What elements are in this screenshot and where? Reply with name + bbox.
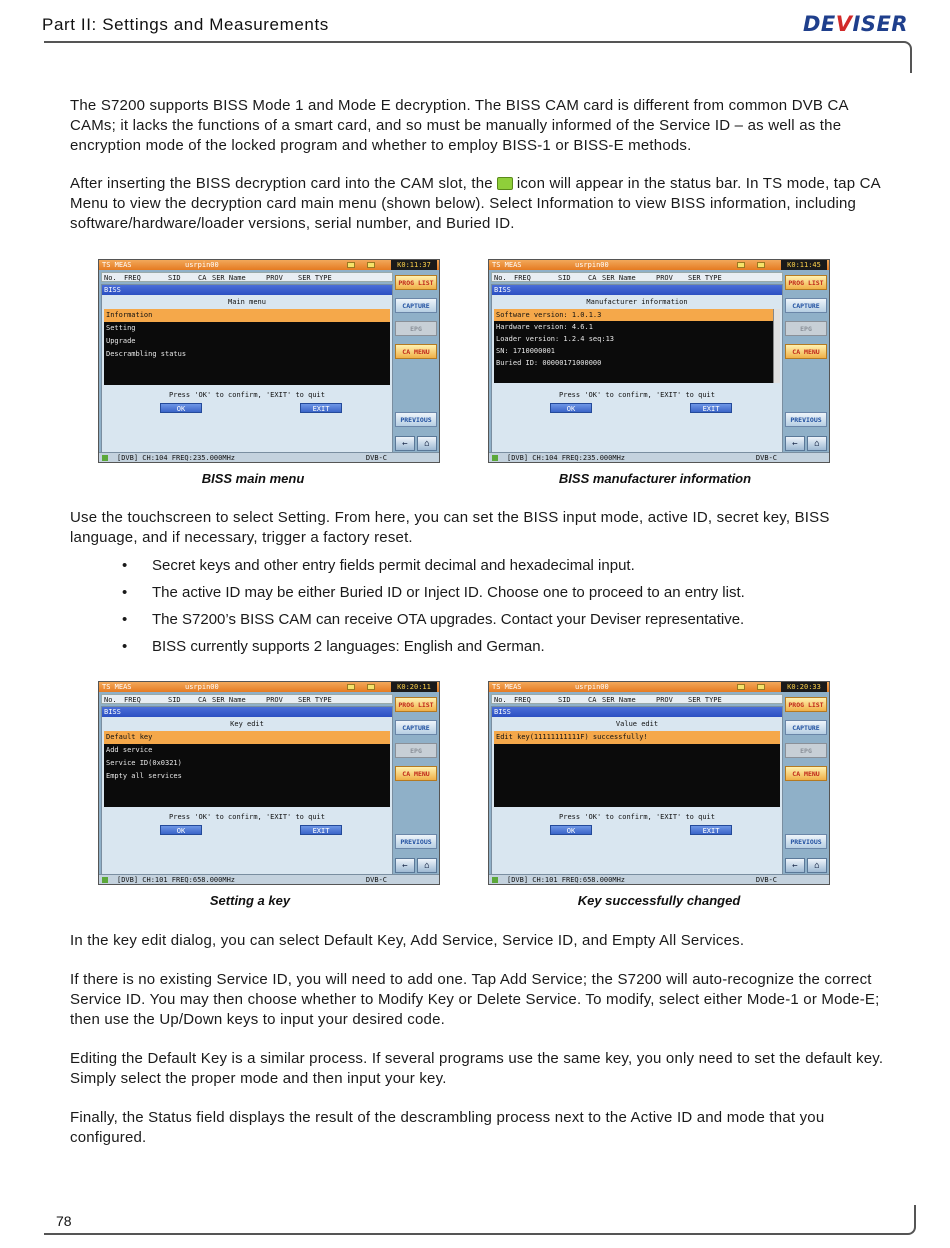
epg-button[interactable]: EPG [395, 321, 437, 336]
column-header: No. FREQ SID CA SER Name PROV SER TYPE [491, 694, 783, 704]
paragraph-default-key: Editing the Default Key is a similar process. If several programs use the same key, you only need to set the default key. Simply select the proper mode and then input your key. [70, 1050, 884, 1087]
ca-menu-button[interactable]: CA MENU [785, 344, 827, 359]
screen-status-bar: [DVB] CH:101 FREQ:658.000MHz DVB-C [489, 874, 829, 884]
epg-button[interactable]: EPG [785, 321, 827, 336]
list-item[interactable]: Hardware version: 4.6.1 [496, 323, 593, 331]
result-list [494, 731, 780, 807]
screen-status-bar: [DVB] CH:101 FREQ:658.000MHz DVB-C [99, 874, 439, 884]
cam-card-icon [757, 262, 765, 268]
capture-button[interactable]: CAPTURE [395, 298, 437, 313]
menu-item[interactable]: Information [104, 309, 390, 322]
biss-dialog: BISS Manufacturer information Software version: 1.0.1.3 Hardware version: 4.6.1 Loader version: 1.2.4 seq:13 SN: 1710000001 Buried ID: 00000171000000 Press 'OK' to confirm, 'EXIT' to quit OK EXIT [491, 284, 783, 454]
screen-top-bar: TS MEAS usrpin00 K0:20:11 [99, 682, 439, 692]
deviser-logo: DEVISER [802, 12, 908, 36]
ok-button[interactable]: OK [160, 403, 202, 413]
back-arrow-icon[interactable]: ← [785, 436, 805, 451]
epg-button[interactable]: EPG [395, 743, 437, 758]
caption-key-success: Key successfully changed [577, 893, 741, 908]
list-item[interactable]: Software version: 1.0.1.3 [494, 309, 780, 321]
screen-status-bar: [DVB] CH:104 FREQ:235.000MHz DVB-C [489, 452, 829, 462]
section-title: Part II: Settings and Measurements [42, 15, 329, 34]
ok-button[interactable]: OK [160, 825, 202, 835]
biss-dialog: BISS Main menu Information Setting Upgrade Descrambling status Press 'OK' to confirm, 'EXIT' to quit OK EXIT [101, 284, 393, 454]
list-item: • The active ID may be either Buried ID or Inject ID. Choose one to proceed to an entry list. [120, 583, 890, 610]
epg-button[interactable]: EPG [785, 743, 827, 758]
cam-card-icon [497, 177, 513, 190]
capture-button[interactable]: CAPTURE [785, 720, 827, 735]
paragraph-setting: Use the touchscreen to select Setting. From here, you can set the BISS input mode, active ID, secret key, BISS language, and if necessary, trigger a factory reset. [70, 509, 830, 546]
column-header: No. FREQ SID CA SER Name PROV SER TYPE [101, 272, 393, 282]
status-icon [737, 684, 745, 690]
list-item: • BISS currently supports 2 languages: English and German. [120, 637, 890, 664]
screen-top-bar: TS MEAS usrpin00 K0:11:45 [489, 260, 829, 270]
biss-dialog: BISS Value edit Edit key(11111111111F) successfully! Press 'OK' to confirm, 'EXIT' to quit OK EXIT [491, 706, 783, 876]
caption-biss-manufacturer-info: BISS manufacturer information [558, 471, 752, 486]
paragraph-status: Finally, the Status field displays the result of the descrambling process next to the Active ID and mode that you configured. [70, 1109, 825, 1146]
back-arrow-icon[interactable]: ← [395, 858, 415, 873]
prog-list-button[interactable]: PROG LIST [785, 275, 827, 290]
menu-item[interactable]: Descrambling status [106, 350, 187, 358]
capture-button[interactable]: CAPTURE [395, 720, 437, 735]
screenshot-biss-manufacturer-info [488, 259, 830, 463]
prog-list-button[interactable]: PROG LIST [785, 697, 827, 712]
info-list [494, 309, 780, 383]
list-item[interactable]: Edit key(11111111111F) successfully! [494, 731, 780, 744]
lock-icon [492, 877, 498, 883]
status-icon [347, 262, 355, 268]
menu-item[interactable]: Add service [106, 746, 153, 754]
list-item[interactable]: SN: 1710000001 [496, 347, 556, 355]
list-item[interactable]: Buried ID: 00000171000000 [496, 359, 602, 367]
paragraph-cam-slot: After inserting the BISS decryption card into the CAM slot, the icon will appear in the status bar. In TS mode, tap CA Menu to view the decryption card main menu (shown below). Select Information to view BISS information, including software/hardware/loader versions, serial number, and Buried ID. [70, 175, 881, 232]
home-icon[interactable]: ⌂ [417, 436, 437, 451]
paragraph-add-service: If there is no existing Service ID, you will need to add one. Tap Add Service; the S7200 will auto-recognize the correct Service ID. You may then choose whether to Modify Key or Delete Service. To modify, select either Mode-1 or Mode-E; then use the Up/Down keys to input your desired code. [70, 971, 880, 1028]
previous-button[interactable]: PREVIOUS [785, 834, 827, 849]
column-header: No. FREQ SID CA SER Name PROV SER TYPE [491, 272, 783, 282]
screen-top-bar: TS MEAS usrpin00 K0:11:37 [99, 260, 439, 270]
home-icon[interactable]: ⌂ [807, 436, 827, 451]
prog-list-button[interactable]: PROG LIST [395, 697, 437, 712]
screenshot-biss-main-menu [98, 259, 440, 463]
menu-list [104, 731, 390, 807]
caption-setting-a-key: Setting a key [209, 893, 291, 908]
ca-menu-button[interactable]: CA MENU [785, 766, 827, 781]
menu-item[interactable]: Empty all services [106, 772, 182, 780]
ok-button[interactable]: OK [550, 825, 592, 835]
biss-dialog: BISS Key edit Default key Add service Service ID(0x0321) Empty all services Press 'OK' to confirm, 'EXIT' to quit OK EXIT [101, 706, 393, 876]
screenshot-key-edit [98, 681, 440, 885]
home-icon[interactable]: ⌂ [807, 858, 827, 873]
menu-item[interactable]: Service ID(0x0321) [106, 759, 182, 767]
cam-card-icon [367, 262, 375, 268]
settings-bullet-list [120, 556, 890, 664]
exit-button[interactable]: EXIT [300, 825, 342, 835]
menu-item[interactable]: Upgrade [106, 337, 136, 345]
menu-list [104, 309, 390, 385]
lock-icon [102, 877, 108, 883]
prog-list-button[interactable]: PROG LIST [395, 275, 437, 290]
scrollbar[interactable] [773, 309, 780, 383]
capture-button[interactable]: CAPTURE [785, 298, 827, 313]
exit-button[interactable]: EXIT [690, 825, 732, 835]
back-arrow-icon[interactable]: ← [785, 858, 805, 873]
ca-menu-button[interactable]: CA MENU [395, 766, 437, 781]
exit-button[interactable]: EXIT [690, 403, 732, 413]
cam-card-icon [757, 684, 765, 690]
previous-button[interactable]: PREVIOUS [785, 412, 827, 427]
cam-card-icon [367, 684, 375, 690]
paragraph-intro: The S7200 supports BISS Mode 1 and Mode E decryption. The BISS CAM card is different from common DVB CA CAMs; it lacks the functions of a smart card, and so must be manually informed of the Service ID – as well as the encryption mode of the locked program and whether to employ BISS-1 or BISS-E methods. [70, 97, 848, 154]
back-arrow-icon[interactable]: ← [395, 436, 415, 451]
list-item[interactable]: Loader version: 1.2.4 seq:13 [496, 335, 615, 343]
ca-menu-button[interactable]: CA MENU [395, 344, 437, 359]
caption-biss-main-menu: BISS main menu [201, 471, 305, 486]
screen-status-bar: [DVB] CH:104 FREQ:235.000MHz DVB-C [99, 452, 439, 462]
screenshot-key-success [488, 681, 830, 885]
list-item: • Secret keys and other entry fields permit decimal and hexadecimal input. [120, 556, 890, 583]
status-icon [737, 262, 745, 268]
status-icon [347, 684, 355, 690]
list-item: • The S7200’s BISS CAM can receive OTA upgrades. Contact your Deviser representative. [120, 610, 890, 637]
lock-icon [102, 455, 108, 461]
paragraph-key-edit: In the key edit dialog, you can select Default Key, Add Service, Service ID, and Empty All Services. [70, 932, 745, 949]
exit-button[interactable]: EXIT [300, 403, 342, 413]
previous-button[interactable]: PREVIOUS [395, 412, 437, 427]
menu-item[interactable]: Default key [104, 731, 390, 744]
home-icon[interactable]: ⌂ [417, 858, 437, 873]
footer-rule [44, 1205, 916, 1235]
column-header: No. FREQ SID CA SER Name PROV SER TYPE [101, 694, 393, 704]
screen-top-bar: TS MEAS usrpin00 K0:20:33 [489, 682, 829, 692]
page-number: 78 [56, 1213, 72, 1229]
header-rule [44, 41, 912, 73]
menu-item[interactable]: Setting [106, 324, 136, 332]
previous-button[interactable]: PREVIOUS [395, 834, 437, 849]
lock-icon [492, 455, 498, 461]
ok-button[interactable]: OK [550, 403, 592, 413]
